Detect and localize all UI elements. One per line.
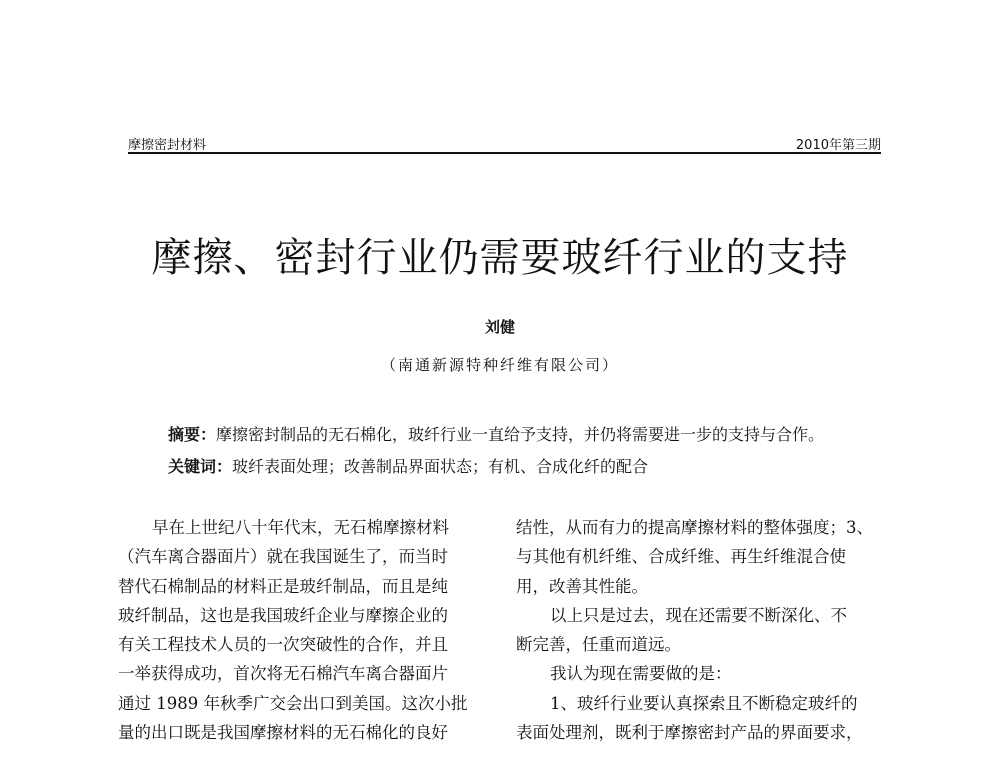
body-line: 结性，从而有力的提高摩擦材料的整体强度；3、	[516, 518, 873, 537]
body-line: 断完善，任重而道远。	[516, 635, 681, 655]
author-affiliation: （南通新源特种纤维有限公司）	[380, 356, 619, 374]
body-column-left	[118, 513, 486, 747]
body-line: 一举获得成功，首次将无石棉汽车离合器面片	[118, 664, 448, 684]
body-column-right	[516, 513, 884, 747]
body-line: 以上只是过去，现在还需要不断深化、不	[550, 605, 847, 625]
body-line: 1、玻纤行业要认真探索且不断稳定玻纤的	[550, 693, 858, 713]
header-rule	[128, 152, 881, 154]
body-line: 替代石棉制品的材料正是玻纤制品，而且是纯	[118, 576, 448, 596]
body-line: 早在上世纪八十年代末，无石棉摩擦材料	[152, 518, 449, 537]
keywords-label: 关键词：	[168, 457, 233, 476]
body-line: 表面处理剂，既利于摩擦密封产品的界面要求，	[516, 723, 863, 743]
article-title: 摩擦、密封行业仍需要玻纤行业的支持	[151, 235, 849, 281]
body-line: 玻纤制品，这也是我国玻纤企业与摩擦企业的	[118, 605, 448, 625]
body-line: 通过 1989 年秋季广交会出口到美国。这次小批	[118, 693, 468, 713]
author-name: 刘健	[484, 318, 515, 336]
body-line: 有关工程技术人员的一次突破性的合作，并且	[118, 635, 448, 655]
abstract	[168, 422, 888, 445]
keywords-text: 玻纤表面处理；改善制品界面状态；有机、合成化纤的配合	[232, 457, 649, 476]
body-line: 与其他有机纤维、合成纤维、再生纤维混合使	[516, 547, 846, 567]
body-line: 用，改善其性能。	[516, 576, 648, 596]
abstract-text: 摩擦密封制品的无石棉化，玻纤行业一直给予支持，并仍将需要进一步的支持与合作。	[216, 425, 825, 444]
journal-name: 摩擦密封材料	[128, 138, 207, 153]
issue-number: 2010年第三期	[795, 138, 881, 153]
body-line: （汽车离合器面片）就在我国诞生了，而当时	[118, 547, 448, 567]
keywords	[168, 454, 888, 477]
abstract-label: 摘要：	[168, 425, 217, 444]
body-line: 我认为现在需要做的是：	[550, 664, 732, 684]
body-line: 量的出口既是我国摩擦材料的无石棉化的良好	[118, 723, 448, 743]
